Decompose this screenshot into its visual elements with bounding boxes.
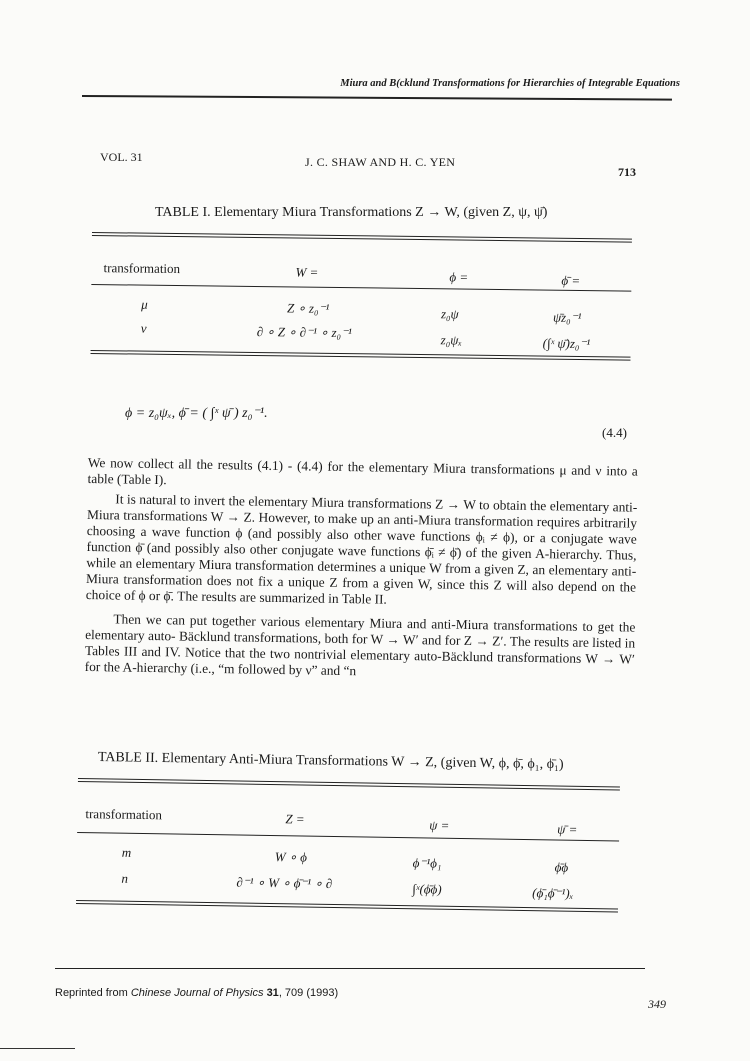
scan-corner-mark (0, 1048, 75, 1049)
table2-top-rule (78, 778, 620, 791)
reprint-footnote (55, 987, 338, 999)
paragraph-3: Then we can put together various elementary Miura and anti-Miura transformations to get the elementary auto- Bäcklund transformations, both for W → W′ and for Z → Z′. The results are listed in Tables III and IV. Notice that the two nontrivial elementary auto-Bäcklund transformations W → W′ for the A-hierarchy (i.e., “m followed by ν” and “n (84, 611, 636, 679)
header-rule (82, 95, 672, 101)
table1-caption: TABLE I. Elementary Miura Transformations Z → W, (given Z, ψ, ψ̄) (155, 205, 548, 220)
table2-row2-name: n (121, 870, 129, 886)
table1-row2-w: ∂ ∘ Z ∘ ∂⁻¹ ∘ z₀⁻¹ (256, 324, 352, 341)
table2-row1-name: m (121, 844, 132, 860)
table1-col-w: W = (295, 264, 319, 280)
table2-row2-z: ∂⁻¹ ∘ W ∘ ϕ̄⁻¹ ∘ ∂ (236, 874, 333, 892)
table2-row1-psibar: ϕ̄ϕ (554, 859, 569, 875)
table1-row1-name: μ (141, 296, 148, 312)
table2-row2-psi: ∫ˣ(ϕ̄ϕ) (412, 881, 442, 897)
table1-row2-phi: z₀ψₓ (440, 332, 463, 348)
table2-caption: TABLE II. Elementary Anti-Miura Transformations W → Z, (given W, ϕ, ϕ̄, ϕ₁, ϕ̄₁) (97, 750, 564, 773)
table2-mid-rule (77, 832, 619, 842)
table1-mid-rule (91, 284, 631, 292)
table2-bottom-rule (76, 900, 618, 913)
scan-page-number: 349 (648, 997, 666, 1011)
footnote-prefix: Reprinted from (55, 987, 131, 999)
table2-row1-psi: ϕ⁻¹ϕ₁ (412, 855, 442, 871)
authors: J. C. SHAW AND H. C. YEN (305, 155, 456, 169)
table1 (90, 232, 632, 379)
table1-row1-w: Z ∘ z₀⁻¹ (286, 300, 330, 316)
table1-row2-phibar: (∫ˣ ψ̄)z₀⁻¹ (542, 335, 591, 352)
table1-col-phi: ϕ = (449, 269, 469, 285)
paragraph-2: It is natural to invert the elementary Miura transformations Z → W to obtain the elementary anti-Miura transformations W → Z. However, to make up an anti-Miura transformation requires arbitrarily choosing a wave function ϕ (and possibly also other wave functions ϕᵢ ≠ ϕ), or a conjugate wave function ϕ̄ (and possibly also other conjugate wave functions ϕ̄ᵢ ≠ ϕ̄) of the given A-hierarchy. Thus, while an elementary Miura transformation determines a unique W from a given Z, an elementary anti-Miura transformation does not fix a unique Z from a given W, since this Z will also depend on the choice of ϕ or ϕ̄. The results are summarized in Table II. (85, 491, 638, 607)
table2-col-transformation: transformation (85, 806, 163, 823)
table2-row2-psibar: (ϕ̄₁ϕ̄⁻¹)ₓ (532, 885, 574, 901)
body-text (85, 455, 638, 684)
table2-col-psi: ψ = (429, 817, 450, 833)
table1-row1-phibar: ψ̄z₀⁻¹ (552, 309, 582, 325)
table2 (76, 778, 620, 926)
paragraph-1: We now collect all the results (4.1) - (4.4) for the elementary Miura transformations μ and ν into a table (Table I). (87, 455, 638, 488)
equation-4-4: ϕ = z₀ψₓ, ϕ̄ = ( ∫ˣ ψ̄ ) z₀⁻¹. (125, 406, 268, 421)
table2-col-psibar: ψ̄ = (557, 821, 578, 837)
table2-row1-z: W ∘ ϕ (274, 849, 308, 865)
footnote-rest: , 709 (1993) (278, 987, 339, 999)
table2-col-z: Z = (285, 811, 305, 827)
running-header: Miura and B(cklund Transformations for Hierarchies of Integrable Equations (340, 78, 680, 89)
volume-label: VOL. 31 (100, 150, 143, 164)
footnote-journal: Chinese Journal of Physics (130, 987, 264, 999)
table1-col-transformation: transformation (103, 260, 181, 277)
page-number: 713 (618, 165, 636, 179)
footer-rule (55, 968, 645, 969)
equation-number: (4.4) (602, 425, 627, 440)
table1-row1-phi: z₀ψ (440, 306, 459, 322)
footnote-volume: 31 (266, 987, 279, 999)
table1-top-rule (92, 232, 632, 243)
table1-row2-name: ν (140, 320, 147, 336)
table1-col-phibar: ϕ̄ = (561, 272, 581, 288)
